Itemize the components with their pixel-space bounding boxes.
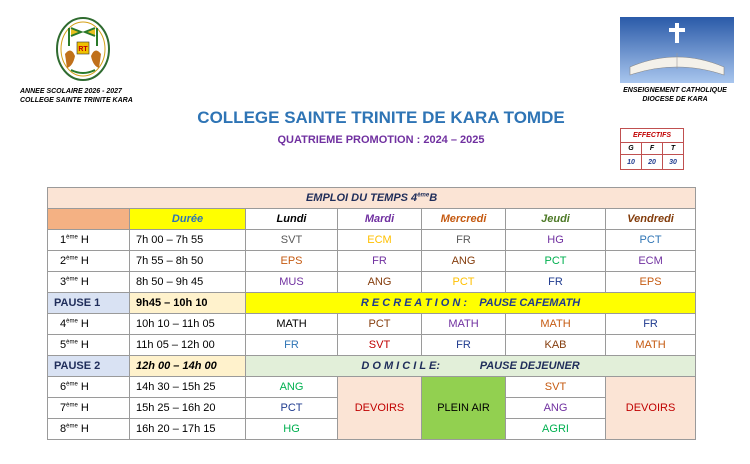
effectifs-header-f: F xyxy=(642,143,663,155)
subject-cell: PCT xyxy=(422,272,506,293)
table-row xyxy=(48,230,696,251)
page-title: COLLEGE SAINTE TRINITE DE KARA TOMDE xyxy=(197,108,565,127)
devoirs-block-mardi: DEVOIRS xyxy=(338,377,422,440)
effectifs-value-g: 10 xyxy=(621,155,642,170)
hour-label: 4ème H xyxy=(48,314,130,335)
table-row xyxy=(48,335,696,356)
time-slot: 10h 10 – 11h 05 xyxy=(130,314,246,335)
pause-label: PAUSE 2 xyxy=(48,356,130,377)
effectifs-header-g: G xyxy=(621,143,642,155)
day-header-vendredi: Vendredi xyxy=(606,209,696,230)
diocese-label: DIOCESE DE KARA xyxy=(642,96,708,103)
subject-cell: FR xyxy=(338,251,422,272)
subject-cell: ANG xyxy=(506,398,606,419)
hour-label: 6ème H xyxy=(48,377,130,398)
catholic-education-label: ENSEIGNEMENT CATHOLIQUE xyxy=(623,87,727,94)
hour-label: 7ème H xyxy=(48,398,130,419)
day-header-lundi: Lundi xyxy=(246,209,338,230)
hour-label: 1ème H xyxy=(48,230,130,251)
subject-cell: EPS xyxy=(606,272,696,293)
left-caption xyxy=(20,87,160,105)
day-header-jeudi: Jeudi xyxy=(506,209,606,230)
time-slot: 11h 05 – 12h 00 xyxy=(130,335,246,356)
school-name-label: COLLEGE SAINTE TRINITE KARA xyxy=(20,97,133,104)
duration-header: Durée xyxy=(130,209,246,230)
time-slot: 7h 55 – 8h 50 xyxy=(130,251,246,272)
devoirs-block-vendredi: DEVOIRS xyxy=(606,377,696,440)
pause-message: D O M I C I L E: PAUSE DEJEUNER xyxy=(246,356,696,377)
subject-cell: FR xyxy=(606,314,696,335)
subject-cell: ECM xyxy=(338,230,422,251)
subject-cell: FR xyxy=(506,272,606,293)
subject-cell: ANG xyxy=(422,251,506,272)
table-row xyxy=(48,272,696,293)
school-logo xyxy=(55,16,111,82)
pause-time: 12h 00 – 14h 00 xyxy=(130,356,246,377)
subject-cell: PCT xyxy=(338,314,422,335)
subject-cell: FR xyxy=(422,335,506,356)
subject-cell: KAB xyxy=(506,335,606,356)
table-row xyxy=(48,377,696,398)
subject-cell: FR xyxy=(422,230,506,251)
school-year-label: ANNEE SCOLAIRE 2026 - 2027 xyxy=(20,88,122,95)
subject-cell: MATH xyxy=(606,335,696,356)
subject-cell: PCT xyxy=(506,251,606,272)
pause-row xyxy=(48,293,696,314)
effectifs-label: EFFECTIFS xyxy=(621,129,684,143)
effectifs-value-f: 20 xyxy=(642,155,663,170)
subject-cell: ANG xyxy=(246,377,338,398)
subject-cell: ECM xyxy=(606,251,696,272)
day-header-mardi: Mardi xyxy=(338,209,422,230)
subject-cell: FR xyxy=(246,335,338,356)
subject-cell: SVT xyxy=(246,230,338,251)
logo-text: RT xyxy=(78,46,88,53)
subject-cell: SVT xyxy=(506,377,606,398)
effectifs-header-t: T xyxy=(663,143,684,155)
time-slot: 14h 30 – 15h 25 xyxy=(130,377,246,398)
subject-cell: SVT xyxy=(338,335,422,356)
time-slot: 7h 00 – 7h 55 xyxy=(130,230,246,251)
subject-cell: MATH xyxy=(422,314,506,335)
day-header-mercredi: Mercredi xyxy=(422,209,506,230)
subject-cell: PCT xyxy=(246,398,338,419)
page-subtitle: QUATRIEME PROMOTION : 2024 – 2025 xyxy=(277,134,485,146)
effectifs-value-t: 30 xyxy=(663,155,684,170)
subject-cell: AGRI xyxy=(506,419,606,440)
pause-time: 9h45 – 10h 10 xyxy=(130,293,246,314)
subject-cell: MATH xyxy=(506,314,606,335)
time-slot: 15h 25 – 16h 20 xyxy=(130,398,246,419)
subject-cell: PCT xyxy=(606,230,696,251)
subject-cell: HG xyxy=(246,419,338,440)
subject-cell: MATH xyxy=(246,314,338,335)
subject-cell: MUS xyxy=(246,272,338,293)
time-slot: 16h 20 – 17h 15 xyxy=(130,419,246,440)
timetable-caption: EMPLOI DU TEMPS 4èmeB xyxy=(48,188,696,209)
timetable xyxy=(47,187,696,440)
right-caption xyxy=(605,86,745,104)
plein-air-block: PLEIN AIR xyxy=(422,377,506,440)
table-row xyxy=(48,251,696,272)
table-row xyxy=(48,314,696,335)
hour-label: 2ème H xyxy=(48,251,130,272)
time-slot: 8h 50 – 9h 45 xyxy=(130,272,246,293)
subject-cell: ANG xyxy=(338,272,422,293)
catholic-education-image xyxy=(620,17,734,83)
pause-row xyxy=(48,356,696,377)
effectifs-table xyxy=(620,128,684,170)
subject-cell: EPS xyxy=(246,251,338,272)
subject-cell: HG xyxy=(506,230,606,251)
pause-label: PAUSE 1 xyxy=(48,293,130,314)
pause-message: R E C R E A T I O N : PAUSE CAFEMATH xyxy=(246,293,696,314)
hour-label: 3ème H xyxy=(48,272,130,293)
hour-label: 8ème H xyxy=(48,419,130,440)
hour-label: 5ème H xyxy=(48,335,130,356)
corner-cell xyxy=(48,209,130,230)
